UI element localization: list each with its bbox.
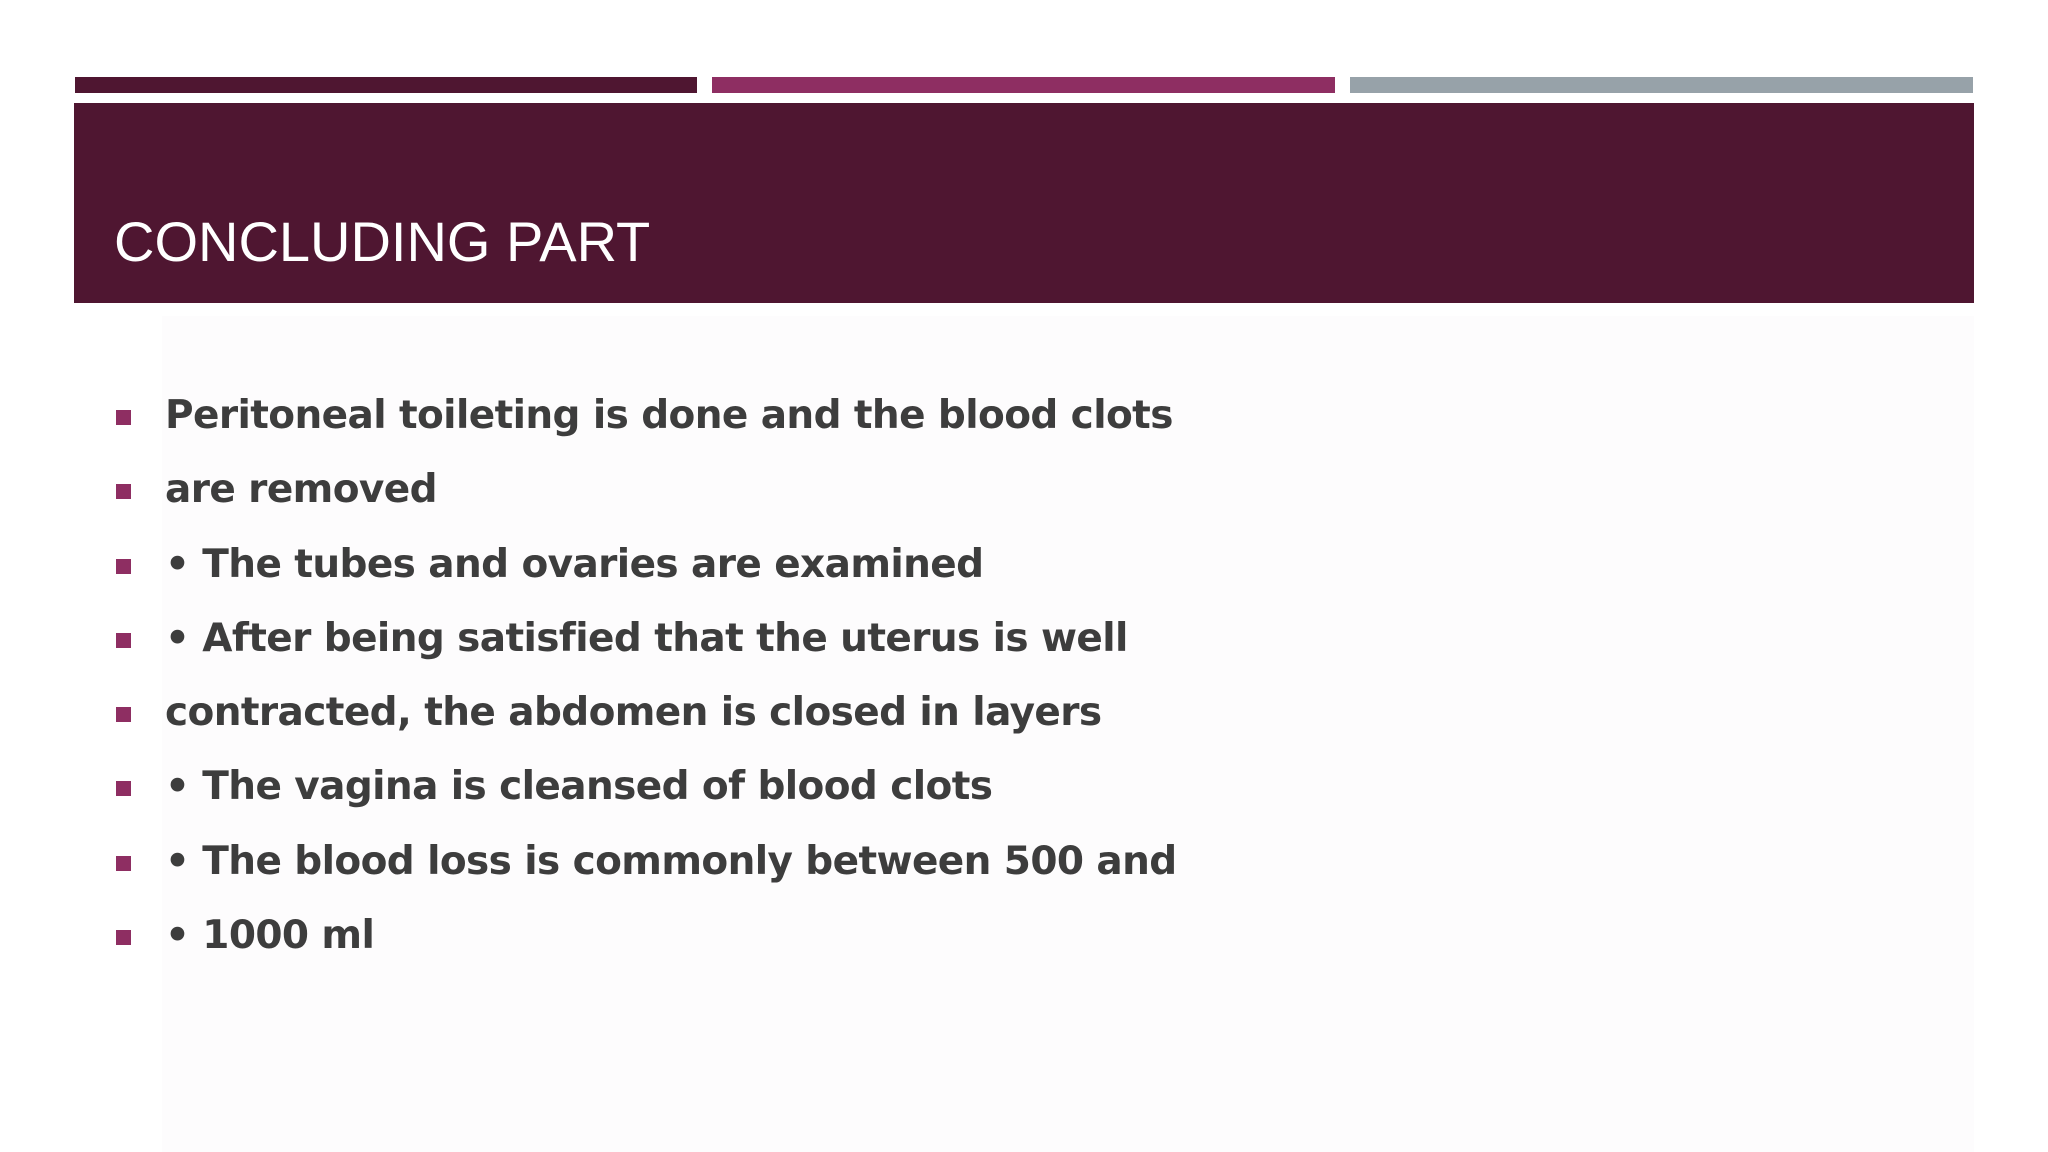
accent-bar-magenta <box>712 77 1335 93</box>
list-item <box>116 906 1177 980</box>
square-bullet-icon <box>116 856 131 871</box>
slide-title: CONCLUDING PART <box>114 210 651 273</box>
bullet-text: are removed <box>165 467 437 513</box>
bullet-list <box>116 386 1177 980</box>
square-bullet-icon <box>116 781 131 796</box>
list-item <box>116 535 1177 609</box>
bullet-text: contracted, the abdomen is closed in layers <box>165 690 1102 736</box>
bullet-text: • The tubes and ovaries are examined <box>165 541 984 587</box>
square-bullet-icon <box>116 930 131 945</box>
bullet-text: Peritoneal toileting is done and the blood clots <box>165 393 1173 438</box>
title-band <box>74 103 1974 303</box>
list-item <box>116 460 1177 534</box>
list-item <box>116 832 1177 906</box>
square-bullet-icon <box>116 484 131 499</box>
accent-bar-gray <box>1350 77 1973 93</box>
bullet-text: • The blood loss is commonly between 500 and <box>165 838 1177 884</box>
square-bullet-icon <box>116 633 131 648</box>
list-item <box>116 386 1177 460</box>
accent-bar-dark <box>75 77 697 93</box>
square-bullet-icon <box>116 559 131 574</box>
list-item <box>116 683 1177 757</box>
list-item <box>116 609 1177 683</box>
bullet-text: • 1000 ml <box>165 913 375 959</box>
square-bullet-icon <box>116 707 131 722</box>
bullet-text: • After being satisfied that the uterus is well <box>165 615 1128 661</box>
square-bullet-icon <box>116 410 131 425</box>
list-item <box>116 757 1177 831</box>
bullet-text: • The vagina is cleansed of blood clots <box>165 764 993 810</box>
